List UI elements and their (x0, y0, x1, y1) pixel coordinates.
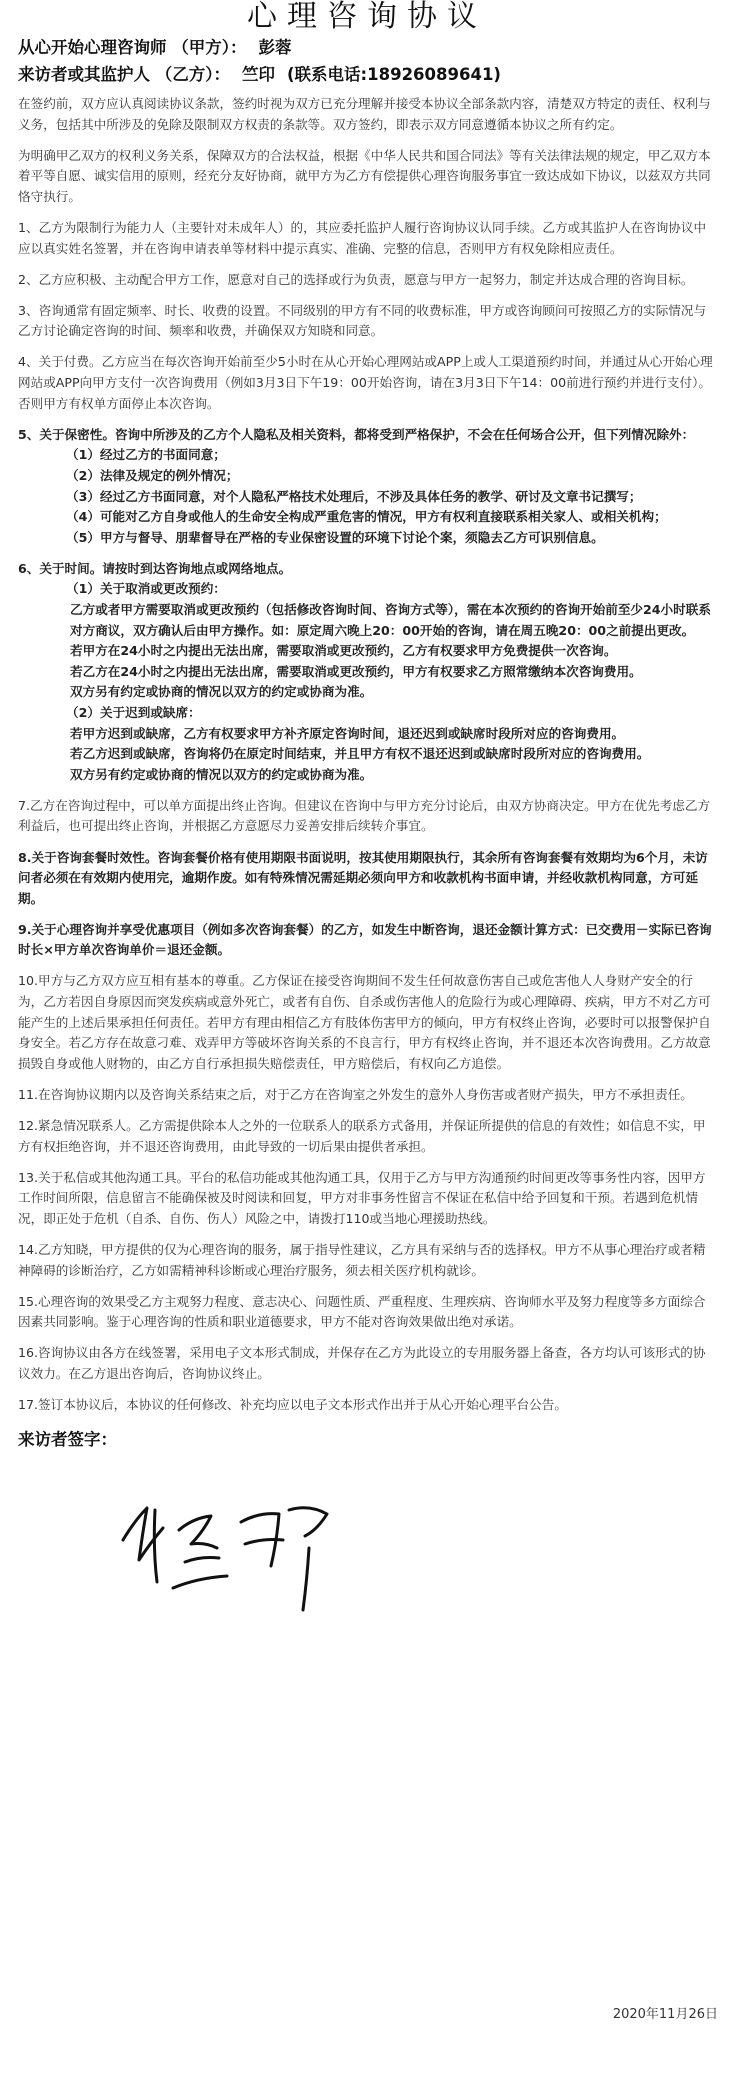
party-b-line (18, 61, 716, 88)
clause-6-sub1-item: 若甲方在24小时之内提出无法出席，需要取消或更改预约，乙方有权要求甲方免费提供一次咨询。 (70, 643, 617, 659)
clause-5-item: （5）甲方与督导、朋辈督导在严格的专业保密设置的环境下讨论个案，须隐去乙方可识别信息。 (66, 529, 604, 545)
clause-14: 14.乙方知晓，甲方提供的仅为心理咨询的服务，属于指导性建议，乙方具有采纳与否的选择权。甲方不从事心理治疗或者精神障碍的诊断治疗，乙方如需精神科诊断或心理治疗服务，须去相关医疗机构就诊。 (18, 1242, 706, 1278)
purpose-paragraph: 为明确甲乙双方的权利义务关系，保障双方的合法权益，根据《中华人民共和国合同法》等有关法律法规的规定，甲乙双方本着平等自愿、诚实信用的原则，经充分友好协商，就甲方为乙方有偿提供心理咨询服务事宜一致达成如下协议，以兹双方共同恪守执行。 (18, 147, 711, 204)
clause-5-item: （1）经过乙方的书面同意； (66, 447, 226, 463)
party-b-label: 来访者或其监护人 （乙方）： (18, 65, 230, 84)
handwritten-signature (113, 1470, 353, 1620)
agreement-body (18, 94, 716, 1416)
clause-10: 10.甲方与乙方双方应互相有基本的尊重。乙方保证在接受咨询期间不发生任何故意伤害自己或危害他人人身财产安全的行为，乙方若因自身原因而突发疾病或意外死亡，或者有自伤、自杀或伤害他人的危险行为或心理障碍、疾病，甲方不对乙方可能产生的上述后果承担任何责任。若甲方有理由相信乙方有肢体伤害甲方的倾向，甲方有权终止咨询，必要时可以报警保护自身安全。若乙方存在故意刁难、戏弄甲方等破坏咨询关系的不良言行，甲方有权终止咨询，并不退还本次咨询费用。乙方故意损毁自身或他人财物的，由乙方自行承担损失赔偿责任，甲方赔偿后，有权向乙方追偿。 (18, 973, 711, 1071)
clause-11: 11.在咨询协议期内以及咨询关系结束之后，对于乙方在咨询室之外发生的意外人身伤害或者财产损失，甲方不承担责任。 (18, 1086, 693, 1102)
clause-1: 1、乙方为限制行为能力人（主要针对未成年人）的，其应委托监护人履行咨询协议认同手续。乙方或其监护人在咨询协议中应以真实姓名签署，并在咨询申请表单等材料中提示真实、准确、完整的信息，否则甲方有权免除相应责任。 (18, 219, 707, 256)
clause-6 (18, 559, 716, 786)
signature-area (18, 1450, 716, 1640)
clause-6-sub2-item: 双方另有约定或协商的情况以双方的约定或协商为准。 (70, 766, 373, 782)
party-b-name: 竺印 (242, 65, 275, 84)
clause-5-item: （3）经过乙方书面同意，对个人隐私严格技术处理后，不涉及具体任务的教学、研讨及文章书记撰写； (66, 488, 642, 504)
clause-3: 3、咨询通常有固定频率、时长、收费的设置。不同级别的甲方有不同的收费标准，甲方或咨询顾问可按照乙方的实际情况与乙方讨论确定咨询的时间、频率和收费，并确保双方知晓和同意。 (18, 302, 707, 339)
party-a-label: 从心开始心理咨询师 （甲方）： (18, 38, 247, 57)
document-title: 心理咨询协议 (247, 0, 487, 34)
clause-5-item: （4）可能对乙方自身或他人的生命安全构成严重危害的情况，甲方有权利直接联系相关家人、或相关机构； (66, 509, 667, 525)
clause-4: 4、关于付费。乙方应当在每次咨询开始前至少5小时在从心开始心理网站或APP上或人工渠道预约时间，并通过从心开始心理网站或APP向甲方支付一次咨询费用（例如3月3日下午19：00开始咨询，请在3月3日下午14：00前进行预约并进行支付）。否则甲方有权单方面停止本次咨询。 (18, 354, 713, 411)
clause-6-sub1-item: 双方另有约定或协商的情况以双方的约定或协商为准。 (70, 684, 373, 700)
clause-6-sub1-title: （1）关于取消或更改预约： (66, 581, 226, 597)
signing-date: 2020年11月26日 (612, 2007, 718, 2022)
clause-5 (18, 425, 716, 549)
party-b-phone: (联系电话:18926089641) (287, 65, 501, 84)
clause-13: 13.关于私信或其他沟通工具。平台的私信功能或其他沟通工具，仅用于乙方与甲方沟通预约时间更改等事务性内容，因甲方工作时间所限，信息留言不能确保被及时阅读和回复，甲方对非事务性留言不保证在私信中给予回复和干预。若遇到危机情况，即正处于危机（自杀、自伤、伤人）风险之中，请拨打110或当地心理援助热线。 (18, 1169, 706, 1226)
clause-8: 8.关于咨询套餐时效性。咨询套餐价格有使用期限书面说明，按其使用期限执行，其余所有咨询套餐有效期均为6个月，未访问者必须在有效期内使用完，逾期作废。如有特殊情况需延期必须向甲方和收款机构书面申请，并经收款机构同意，方可延期。 (18, 849, 708, 906)
clause-6-sub1-item: 乙方或者甲方需要取消或更改预约（包括修改咨询时间、咨询方式等），需在本次预约的咨询开始前至少24小时联系对方商议，双方确认后由甲方操作。如：原定周六晚上20：00开始的咨询，请在周五晚20：00之前提出更改。 (70, 601, 711, 638)
clause-16: 16.咨询协议由各方在线签署，采用电子文本形式制成，并保存在乙方为此设立的专用服务器上备查，各方均认可该形式的协议效力。在乙方退出咨询后，咨询协议终止。 (18, 1345, 706, 1381)
clause-17: 17.签订本协议后，本协议的任何修改、补充均应以电子文本形式作出并于从心开始心理平台公告。 (18, 1397, 567, 1413)
clause-2: 2、乙方应积极、主动配合甲方工作，愿意对自己的选择或行为负责，愿意与甲方一起努力，制定并达成合理的咨询目标。 (18, 271, 694, 287)
clause-9: 9.关于心理咨询并享受优惠项目（例如多次咨询套餐）的乙方，如发生中断咨询，退还金额计算方式：已交费用－实际已咨询时长×甲方单次咨询单价＝退还金额。 (18, 921, 712, 958)
party-a-line (18, 34, 716, 61)
clause-15: 15.心理咨询的效果受乙方主观努力程度、意志决心、问题性质、严重程度、生理疾病、咨询师水平及努力程度等多方面综合因素共同影响。鉴于心理咨询的性质和职业道德要求，甲方不能对咨询效果做出绝对承诺。 (18, 1293, 706, 1330)
clause-5-item: （2）法律及规定的例外情况； (66, 467, 239, 483)
clause-6-sub2-item: 若乙方迟到或缺席，咨询将仍在原定时间结束，并且甲方有权不退还迟到或缺席时段所对应的咨询费用。 (70, 746, 650, 762)
clause-5-intro: 5、关于保密性。咨询中所涉及的乙方个人隐私及相关资料，都将受到严格保护，不会在任何场合公开，但下列情况除外： (18, 426, 695, 442)
clause-7: 7.乙方在咨询过程中，可以单方面提出终止咨询。但建议在咨询中与甲方充分讨论后，由双方协商决定。甲方在优先考虑乙方利益后，也可提出终止咨询，并根据乙方意愿尽力妥善安排后续转介事宜。 (18, 797, 711, 834)
preamble-paragraph: 在签约前，双方应认真阅读协议条款，签约时视为双方已充分理解并接受本协议全部条款内容，清楚双方特定的责任、权利与义务，包括其中所涉及的免除及限制双方权责的条款等。双方签约，即表示双方同意遵循本协议之所有约定。 (18, 96, 711, 132)
clause-12: 12.紧急情况联系人。乙方需提供除本人之外的一位联系人的联系方式备用，并保证所提供的信息的有效性；如信息不实，甲方有权拒绝咨询，并不退还咨询费用，由此导致的一切后果由提供者承担。 (18, 1118, 706, 1154)
clause-6-sub1-item: 若乙方在24小时之内提出无法出席，需要取消或更改预约，甲方有权要求乙方照常缴纳本次咨询费用。 (70, 663, 642, 679)
clause-6-sub2-title: （2）关于迟到或缺席： (66, 704, 201, 720)
party-a-name: 彭蓉 (258, 38, 292, 57)
signature-label: 来访者签字： (18, 1430, 117, 1450)
clause-6-intro: 6、关于时间。请按时到达咨询地点或网络地点。 (18, 560, 292, 576)
clause-6-sub2-item: 若甲方迟到或缺席，乙方有权要求甲方补齐原定咨询时间，退还迟到或缺席时段所对应的咨询费用。 (70, 725, 625, 741)
